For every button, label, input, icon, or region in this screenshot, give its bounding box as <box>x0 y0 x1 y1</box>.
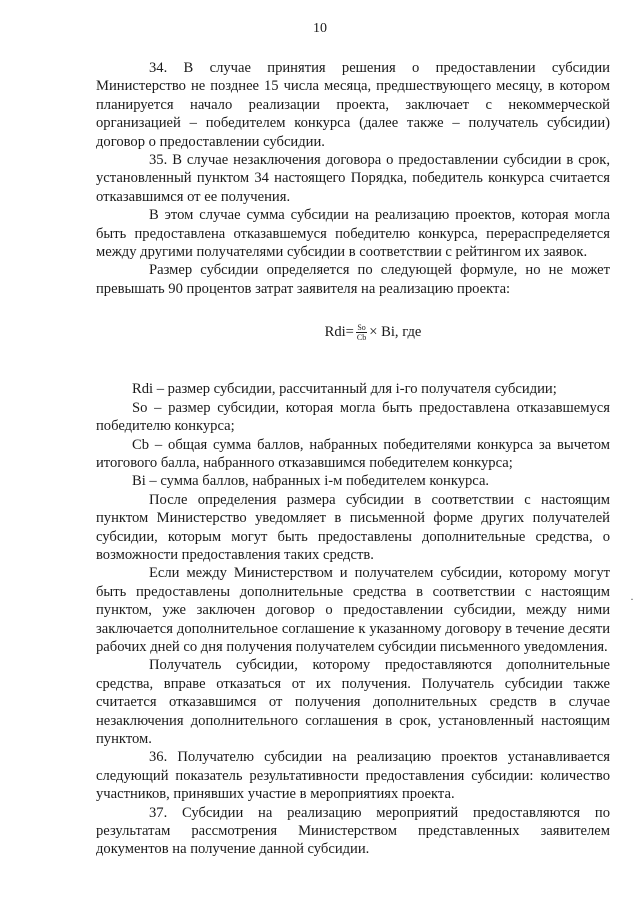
paragraph-35: 35. В случае незаключения договора о предоставлении субсидии в срок, установленный пунктом 34 настоящего Порядка, победитель конкурса считается отказавшимся от ее получения. <box>96 152 610 205</box>
paragraph-36: 36. Получателю субсидии на реализацию проектов устанавливается следующий показатель результативности предоставления субсидии: количество участников, принявших участие в мероприятиях проекта. <box>96 749 610 803</box>
paragraph-34: 34. В случае принятия решения о предоставлении субсидии Министерство не позднее 15 числа месяца, предшествующего месяцу, в котором планируется начало реализации проекта, заключает с некоммерческой организацией – победителем конкурса (далее также – получатель субсидии) договор о предоставлении субсидии. <box>96 60 610 150</box>
definition-rdi: Rdi – размер субсидии, рассчитанный для i-го получателя субсидии; <box>132 381 557 398</box>
paragraph-additional-agreement: Если между Министерством и получателем субсидии, которому могут быть предоставлены дополнительные средства в соответствии с настоящим пунктом, уже заключен договор о предоставлении субсидии, между ними заключается дополнительное соглашение к указанному договору в течение десяти рабочих дней со дня получения получателем субсидии письменного уведомления. <box>96 565 610 655</box>
document-body <box>96 59 610 859</box>
margin-mark: · <box>630 592 634 606</box>
definition-so: So – размер субсидии, которая могла быть предоставлена отказавшемуся победителю конкурса; <box>96 399 610 435</box>
definition-cb: Cb – общая сумма баллов, набранных победителями конкурса за вычетом итогового балла, набранного отказавшимся победителем конкурса; <box>96 436 610 471</box>
formula-denominator: Cb <box>356 333 367 343</box>
formula-rhs: × Bi, где <box>369 324 422 341</box>
formula-lhs: Rdi= <box>324 324 354 341</box>
subsidy-formula <box>96 317 610 347</box>
paragraph-refusal: Получатель субсидии, которому предоставляются дополнительные средства, вправе отказаться от их получения. Получатель субсидии также считается отказавшимся от получения дополнительных средств в случае незаключения дополнительного соглашения в срок, установленный настоящим пунктом. <box>96 657 610 747</box>
page-number: 10 <box>313 21 327 36</box>
definition-bi: Bi – сумма баллов, набранных i-м победителем конкурса. <box>132 473 490 490</box>
paragraph-37: 37. Субсидии на реализацию мероприятий предоставляются по результатам рассмотрения Министерством представленных заявителем документов на получение данной субсидии. <box>96 804 610 858</box>
paragraph-redistribution: В этом случае сумма субсидии на реализацию проектов, которая могла быть предоставлена отказавшемуся победителю конкурса, перераспределяется между другими получателями субсидии в соответствии с рейтингом их заявок. <box>96 207 610 261</box>
formula-numerator: So <box>357 323 366 333</box>
paragraph-notification: После определения размера субсидии в соответствии с настоящим пунктом Министерство уведомляет в письменной форме других получателей субсидии, которым могут быть предоставлены дополнительные средства, о возможности предоставления таких средств. <box>96 491 610 563</box>
formula-fraction <box>356 323 367 342</box>
paragraph-formula-intro: Размер субсидии определяется по следующей формуле, но не может превышать 90 процентов затрат заявителя на реализацию проекта: <box>96 262 610 297</box>
